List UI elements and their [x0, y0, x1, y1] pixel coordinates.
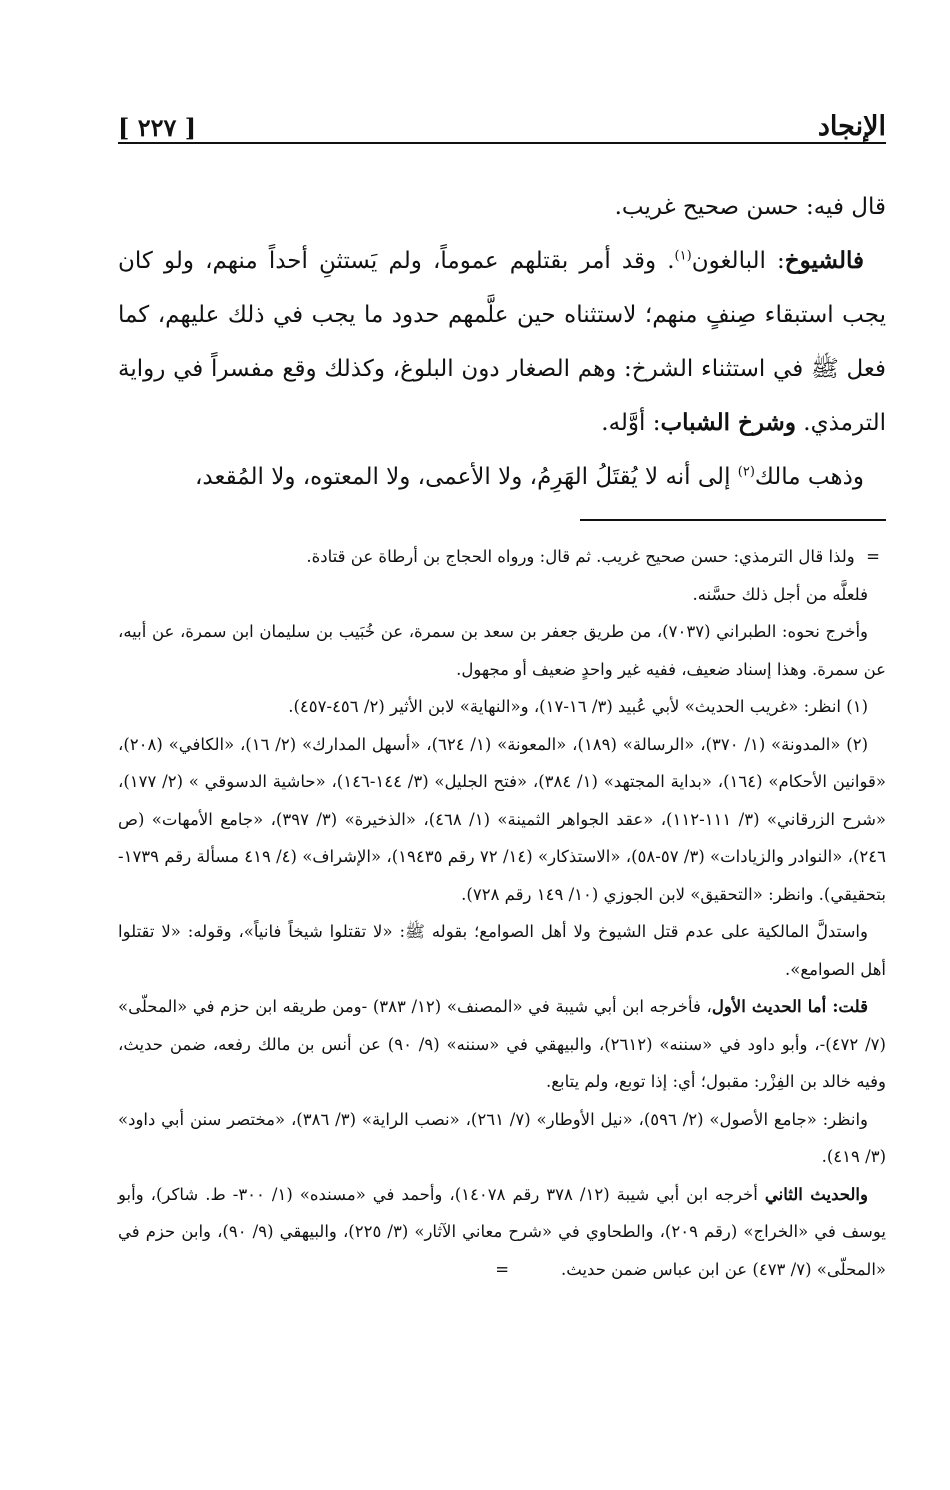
continuation-mark-end: =	[495, 1259, 510, 1279]
footnote-ref-1[interactable]: (١)	[674, 248, 692, 264]
footnote-2: (٢) «المدونة» (١/ ٣٧٠)، «الرسالة» (١٨٩)، «المعونة» (١/ ٦٢٤)، «أسهل المدارك» (٢/ ١٦)، «الكافي» (٢٠٨)، «قوانين الأحكام» (١٦٤)، «بداية المجتهد» (١/ ٣٨٤)، «فتح الجليل» (٣/ ١٤٤-١٤٦)، «حاشية الدسوقي » (٢/ ١٧٧)، «شرح الزرقاني» (٣/ ١١١-١١٢)، «عقد الجواهر الثمينة» (١/ ٤٦٨)، «الذخيرة» (٣/ ٣٩٧)، «جامع الأمهات» (ص ٢٤٦)، «النوادر والزيادات» (٣/ ٥٧-٥٨)، «الاستذكار» (١٤/ ٧٢ رقم ١٩٤٣٥)، «الإشراف» (٤/ ٤١٩ مسألة رقم ١٧٣٩- بتحقيقي). وانظر: «التحقيق» لابن الجوزي (١٠/ ١٤٩ رقم ٧٢٨).	[118, 734, 887, 904]
footnote-1: (١) انظر: «غريب الحديث» لأبي عُبيد (٣/ ١٦-١٧)، و«النهاية» لابن الأثير (٢/ ٤٥٦-٤٥٧).	[288, 697, 868, 716]
footnote-2-para-3-lead: قلت: أما الحديث الأول	[711, 997, 868, 1016]
main-paragraph-2	[118, 234, 886, 450]
header-divider	[118, 142, 886, 144]
main-paragraph-2-text-c: : أوَّله.	[601, 410, 661, 436]
footnote-2-para-2: واستدلَّ المالكية على عدم قتل الشيوخ ولا أهل الصوامع؛ بقوله ﷺ: «لا تقتلوا شيخاً فانياً»، وقوله: «لا تقتلوا أهل الصوامع».	[118, 922, 886, 979]
footnote-2-para-5-lead: والحديث الثاني	[764, 1184, 868, 1204]
footnote-continuation	[118, 538, 886, 576]
main-text	[118, 180, 886, 504]
footnote-2-para-4: وانظر: «جامع الأصول» (٢/ ٥٩٦)، «نيل الأوطار» (٧/ ٢٦١)، «نصب الراية» (٣/ ٣٨٦)، «مختصر سنن أبي داود» (٣/ ٤١٩).	[118, 1109, 886, 1166]
footnotes	[118, 538, 886, 1288]
main-paragraph-2-text-b: . وقد أمر بقتلهم عموماً، ولم يَستثنِ أحداً منهم، ولو كان يجب استبقاء صِنفٍ منهم؛ لاستثناه حين علَّمهم حدود ما يجب في ذلك عليهم، كما فعل ﷺ في استثناء الشرخ: وهم الصغار دون البلوغ، وكذلك وقع مفسراً في رواية الترمذي.	[118, 248, 886, 436]
footnote-continuation-line-1: ولذا قال الترمذي: حسن صحيح غريب. ثم قال: ورواه الحجاج بن أرطاة عن قتادة.	[306, 547, 855, 566]
page-header	[118, 96, 886, 140]
footnote-continuation-line-2: فلعلَّه من أجل ذلك حسَّنه.	[692, 584, 868, 604]
main-paragraph-2-text-a: : البالغون	[691, 248, 785, 274]
footnote-ref-2[interactable]: (٢)	[737, 464, 755, 480]
footnote-2-para-3	[118, 988, 886, 1101]
continuation-mark: =	[866, 547, 880, 566]
main-paragraph-3	[118, 450, 886, 504]
main-paragraph-3-text-b: إلى أنه لا يُقتَلُ الهَرِمُ، ولا الأعمى، ولا المعتوه، ولا المُقعد،	[194, 464, 738, 490]
book-title: الإنجاد	[817, 111, 886, 142]
footnote-2-para-5	[118, 1176, 886, 1289]
main-paragraph-1	[118, 180, 886, 234]
main-paragraph-1-text: قال فيه: حسن صحيح غريب.	[614, 194, 886, 220]
footnote-divider	[580, 519, 886, 521]
term-shuyukh: فالشيوخ	[784, 247, 864, 274]
footnote-2-para-5-text: أخرجه ابن أبي شيبة (١٢/ ٣٧٨ رقم ١٤٠٧٨)، وأحمد في «مسنده» (١/ ٣٠٠- ط. شاكر)، وأبو يوسف في «الخراج» (رقم ٢٠٩)، والطحاوي في «شرح معاني الآثار» (٣/ ٢٢٥)، والبيهقي (٩/ ٩٠)، وابن حزم في «المحلّى» (٧/ ٤٧٣) عن ابن عباس ضمن حديث.	[118, 1184, 886, 1279]
main-paragraph-3-text-a: وذهب مالك	[754, 464, 864, 490]
footnote-2-para-3-text: ، فأخرجه ابن أبي شيبة في «المصنف» (١٢/ ٣٨٣) -ومن طريقه ابن حزم في «المحلّى» (٧/ ٤٧٢)-، وأبو داود في «سننه» (٢٦١٢)، والبيهقي في «سننه» (٩/ ٩٠) عن أنس بن مالك رفعه، ضمن حديث، وفيه خالد بن الفِزْر: مقبول؛ أي: إذا توبع، ولم يتابع.	[118, 997, 886, 1091]
footnote-continuation-para-2: وأخرج نحوه: الطبراني (٧٠٣٧)، من طريق جعفر بن سعد بن سمرة، عن خُبَيب بن سليمان ابن سمرة، عن أبيه، عن سمرة. وهذا إسناد ضعيف، ففيه غير واحدٍ ضعيف أو مجهول.	[118, 622, 886, 679]
term-sharkh-shabab: وشرخ الشباب	[660, 409, 796, 436]
page-number: [ ٢٢٧ ]	[118, 113, 197, 142]
